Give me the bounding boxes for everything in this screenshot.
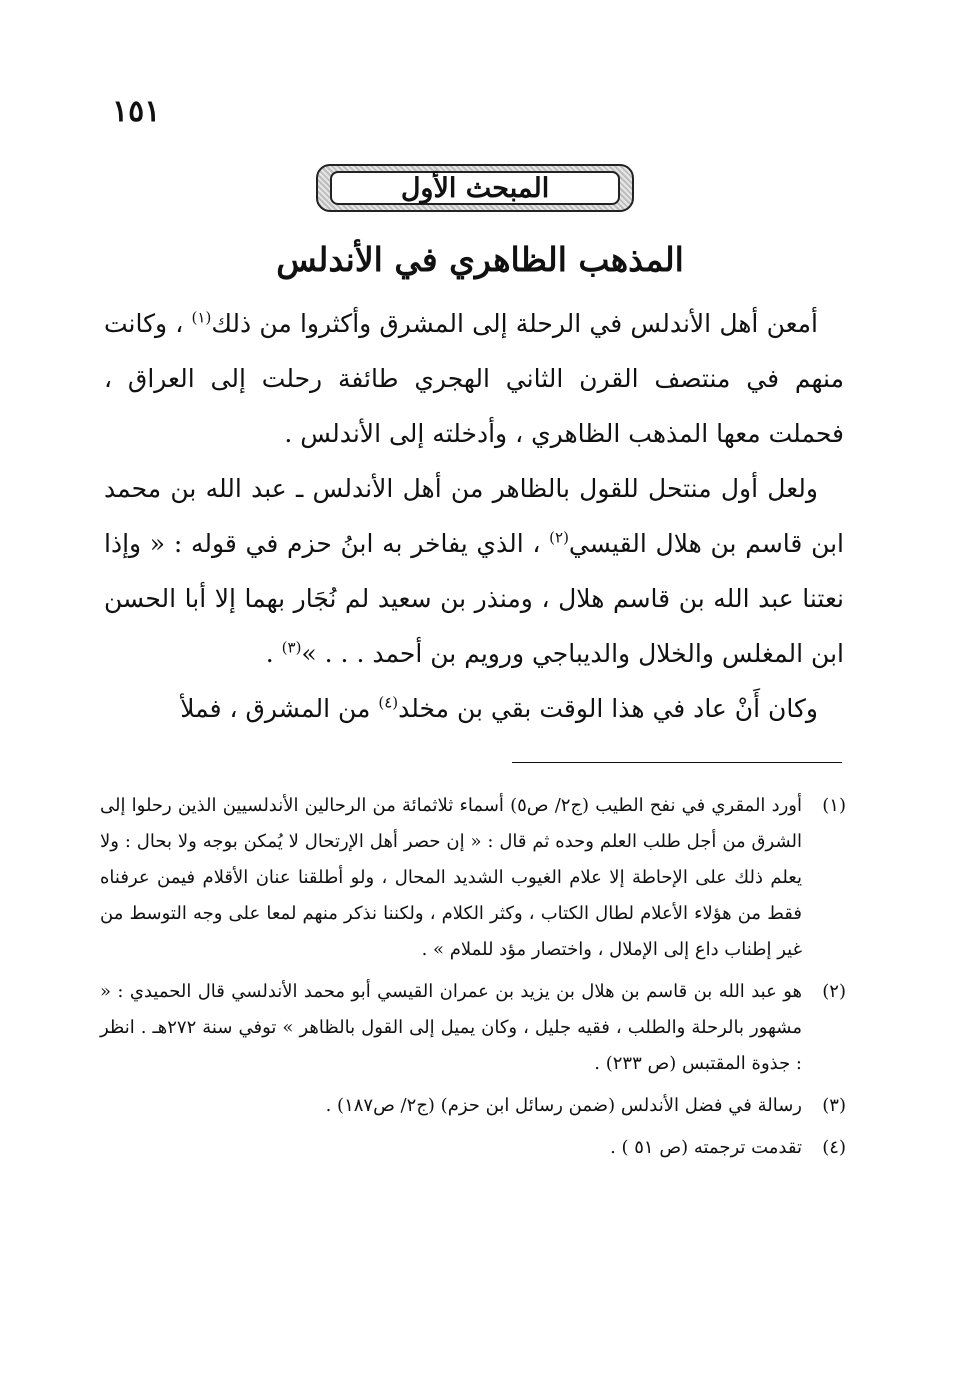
section-title-frame [316, 164, 634, 212]
paragraph-1 [104, 296, 844, 461]
footnote-number: (٤) [822, 1137, 846, 1158]
footnote-text: تقدمت ترجمته (ص ٥١ ) . [610, 1137, 802, 1158]
footnote-text: أورد المقري في نفح الطيب (ج٢/ ص٥) أسماء ثلاثمائة من الرحالين الأندلسيين الذين رحلوا إلى الشرق من أجل طلب العلم وحده ثم قال : « إن حصر أهل الإرتحال لا يُمكن بوجه ولا بحال : ولا يعلم ذلك على الإحاطة إلا علام الغيوب الشديد المحال ، ولو أطلقنا عنان الأقلام فيمن عرفناه فقط من هؤلاء الأعلام لطال الكتاب ، وكثر الكلام ، ولكننا نذكر منهم لمعا على وجه التوسط من غير إطناب داع إلى الإملال ، واختصار مؤد للملام » . [100, 795, 802, 960]
footnote-ref-1[interactable]: (١) [191, 308, 212, 327]
footnote-text: هو عبد الله بن قاسم بن هلال بن يزيد بن عمران القيسي أبو محمد الأندلسي قال الحميدي : « مشهور بالرحلة والطلب ، فقيه جليل ، وكان يميل إلى القول بالظاهر » توفي سنة ٢٧٢هـ . انظر : جذوة المقتبس (ص ٢٣٣) . [100, 981, 803, 1074]
footnote-3 [100, 1088, 846, 1124]
footnote-divider [512, 762, 842, 763]
footnote-number: (١) [822, 795, 846, 816]
main-text [104, 296, 844, 736]
paragraph-3 [104, 681, 844, 736]
section-title: المبحث الأول [330, 171, 620, 205]
footnote-ref-3[interactable]: (٣) [281, 638, 302, 657]
page-number: ١٥١ [112, 94, 161, 129]
paragraph-2 [104, 461, 844, 681]
paragraph-text: وكان أَنْ عاد في هذا الوقت بقي بن مخلد [398, 694, 818, 723]
paragraph-text: أمعن أهل الأندلس في الرحلة إلى المشرق وأكثروا من ذلك [211, 309, 818, 338]
footnote-text: رسالة في فضل الأندلس (ضمن رسائل ابن حزم) (ج٢/ ص١٨٧) . [325, 1095, 802, 1116]
paragraph-text: . [265, 639, 282, 668]
paragraph-text: ولعل أول منتحل للقول بالظاهر من أهل الأندلس ـ عبد الله بن محمد ابن قاسم بن هلال القيسي [104, 474, 845, 558]
footnote-ref-2[interactable]: (٢) [549, 528, 569, 547]
footnote-ref-4[interactable]: (٤) [378, 693, 399, 712]
footnote-2 [100, 974, 846, 1082]
paragraph-text: ، وكانت منهم في منتصف القرن الثاني الهجري طائفة رحلت إلى العراق ، فحملت معها المذهب الظاهري ، وأدخلته إلى الأندلس . [104, 309, 844, 448]
chapter-title: المذهب الظاهري في الأندلس [276, 240, 684, 279]
footnote-number: (٣) [822, 1095, 846, 1116]
footnotes [100, 788, 846, 1172]
footnote-number: (٢) [822, 981, 846, 1002]
paragraph-text: ، الذي يفاخر به ابنُ حزم في قوله : « وإذا نعتنا عبد الله بن قاسم هلال ، ومنذر بن سعيد لم نُجَار بهما إلا أبا الحسن ابن المغلس والخلال والديباجي ورويم بن أحمد . . . » [104, 529, 844, 668]
paragraph-text: من المشرق ، فملأ [180, 694, 379, 723]
footnote-1 [100, 788, 846, 968]
footnote-4 [100, 1130, 846, 1166]
